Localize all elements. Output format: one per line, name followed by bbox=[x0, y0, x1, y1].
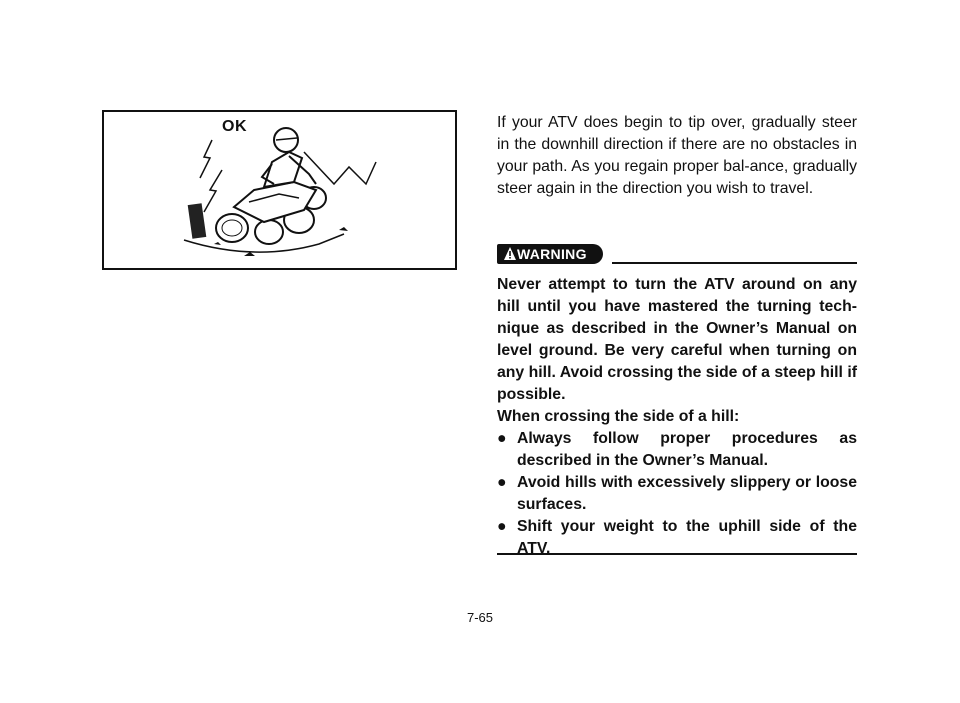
warning-body bbox=[497, 274, 857, 560]
warning-triangle-icon bbox=[503, 246, 517, 261]
atv-figure bbox=[102, 110, 457, 270]
warning-label: WARNING bbox=[517, 246, 587, 262]
ok-label: OK bbox=[222, 118, 247, 135]
warning-header-rule bbox=[612, 262, 857, 264]
warning-bullet-list bbox=[497, 428, 857, 560]
atv-rider-illustration bbox=[104, 112, 455, 268]
text-column bbox=[497, 112, 857, 557]
warning-subheading: When crossing the side of a hill: bbox=[497, 408, 740, 425]
bullet-text: Avoid hills with excessively slippery or loose surfaces. bbox=[517, 474, 857, 513]
bullet-dot: ● bbox=[497, 474, 507, 491]
intro-paragraph: If your ATV does begin to tip over, gradually steer in the downhill direction if there are no obstacles in your path. As you regain proper bal-ance, gradually steer again in the direction you wish to travel. bbox=[497, 114, 857, 197]
warning-header bbox=[497, 244, 857, 266]
warning-bottom-rule bbox=[497, 553, 857, 555]
bullet-text: Shift your weight to the uphill side of the ATV. bbox=[517, 518, 857, 557]
bullet-text: Always follow proper procedures as described in the Owner’s Manual. bbox=[517, 430, 857, 469]
bullet-dot: ● bbox=[497, 430, 507, 447]
warning-badge bbox=[497, 244, 603, 264]
bullet-item bbox=[497, 472, 857, 516]
bullet-item bbox=[497, 428, 857, 472]
warning-paragraph: Never attempt to turn the ATV around on any hill until you have mastered the turning tech-nique as described in the Owner’s Manual on level ground. Be very careful when turning on any hill. Avoid crossing the side of a steep hill if possible. bbox=[497, 276, 857, 403]
page-number: 7-65 bbox=[466, 610, 494, 625]
bullet-dot: ● bbox=[497, 518, 507, 535]
